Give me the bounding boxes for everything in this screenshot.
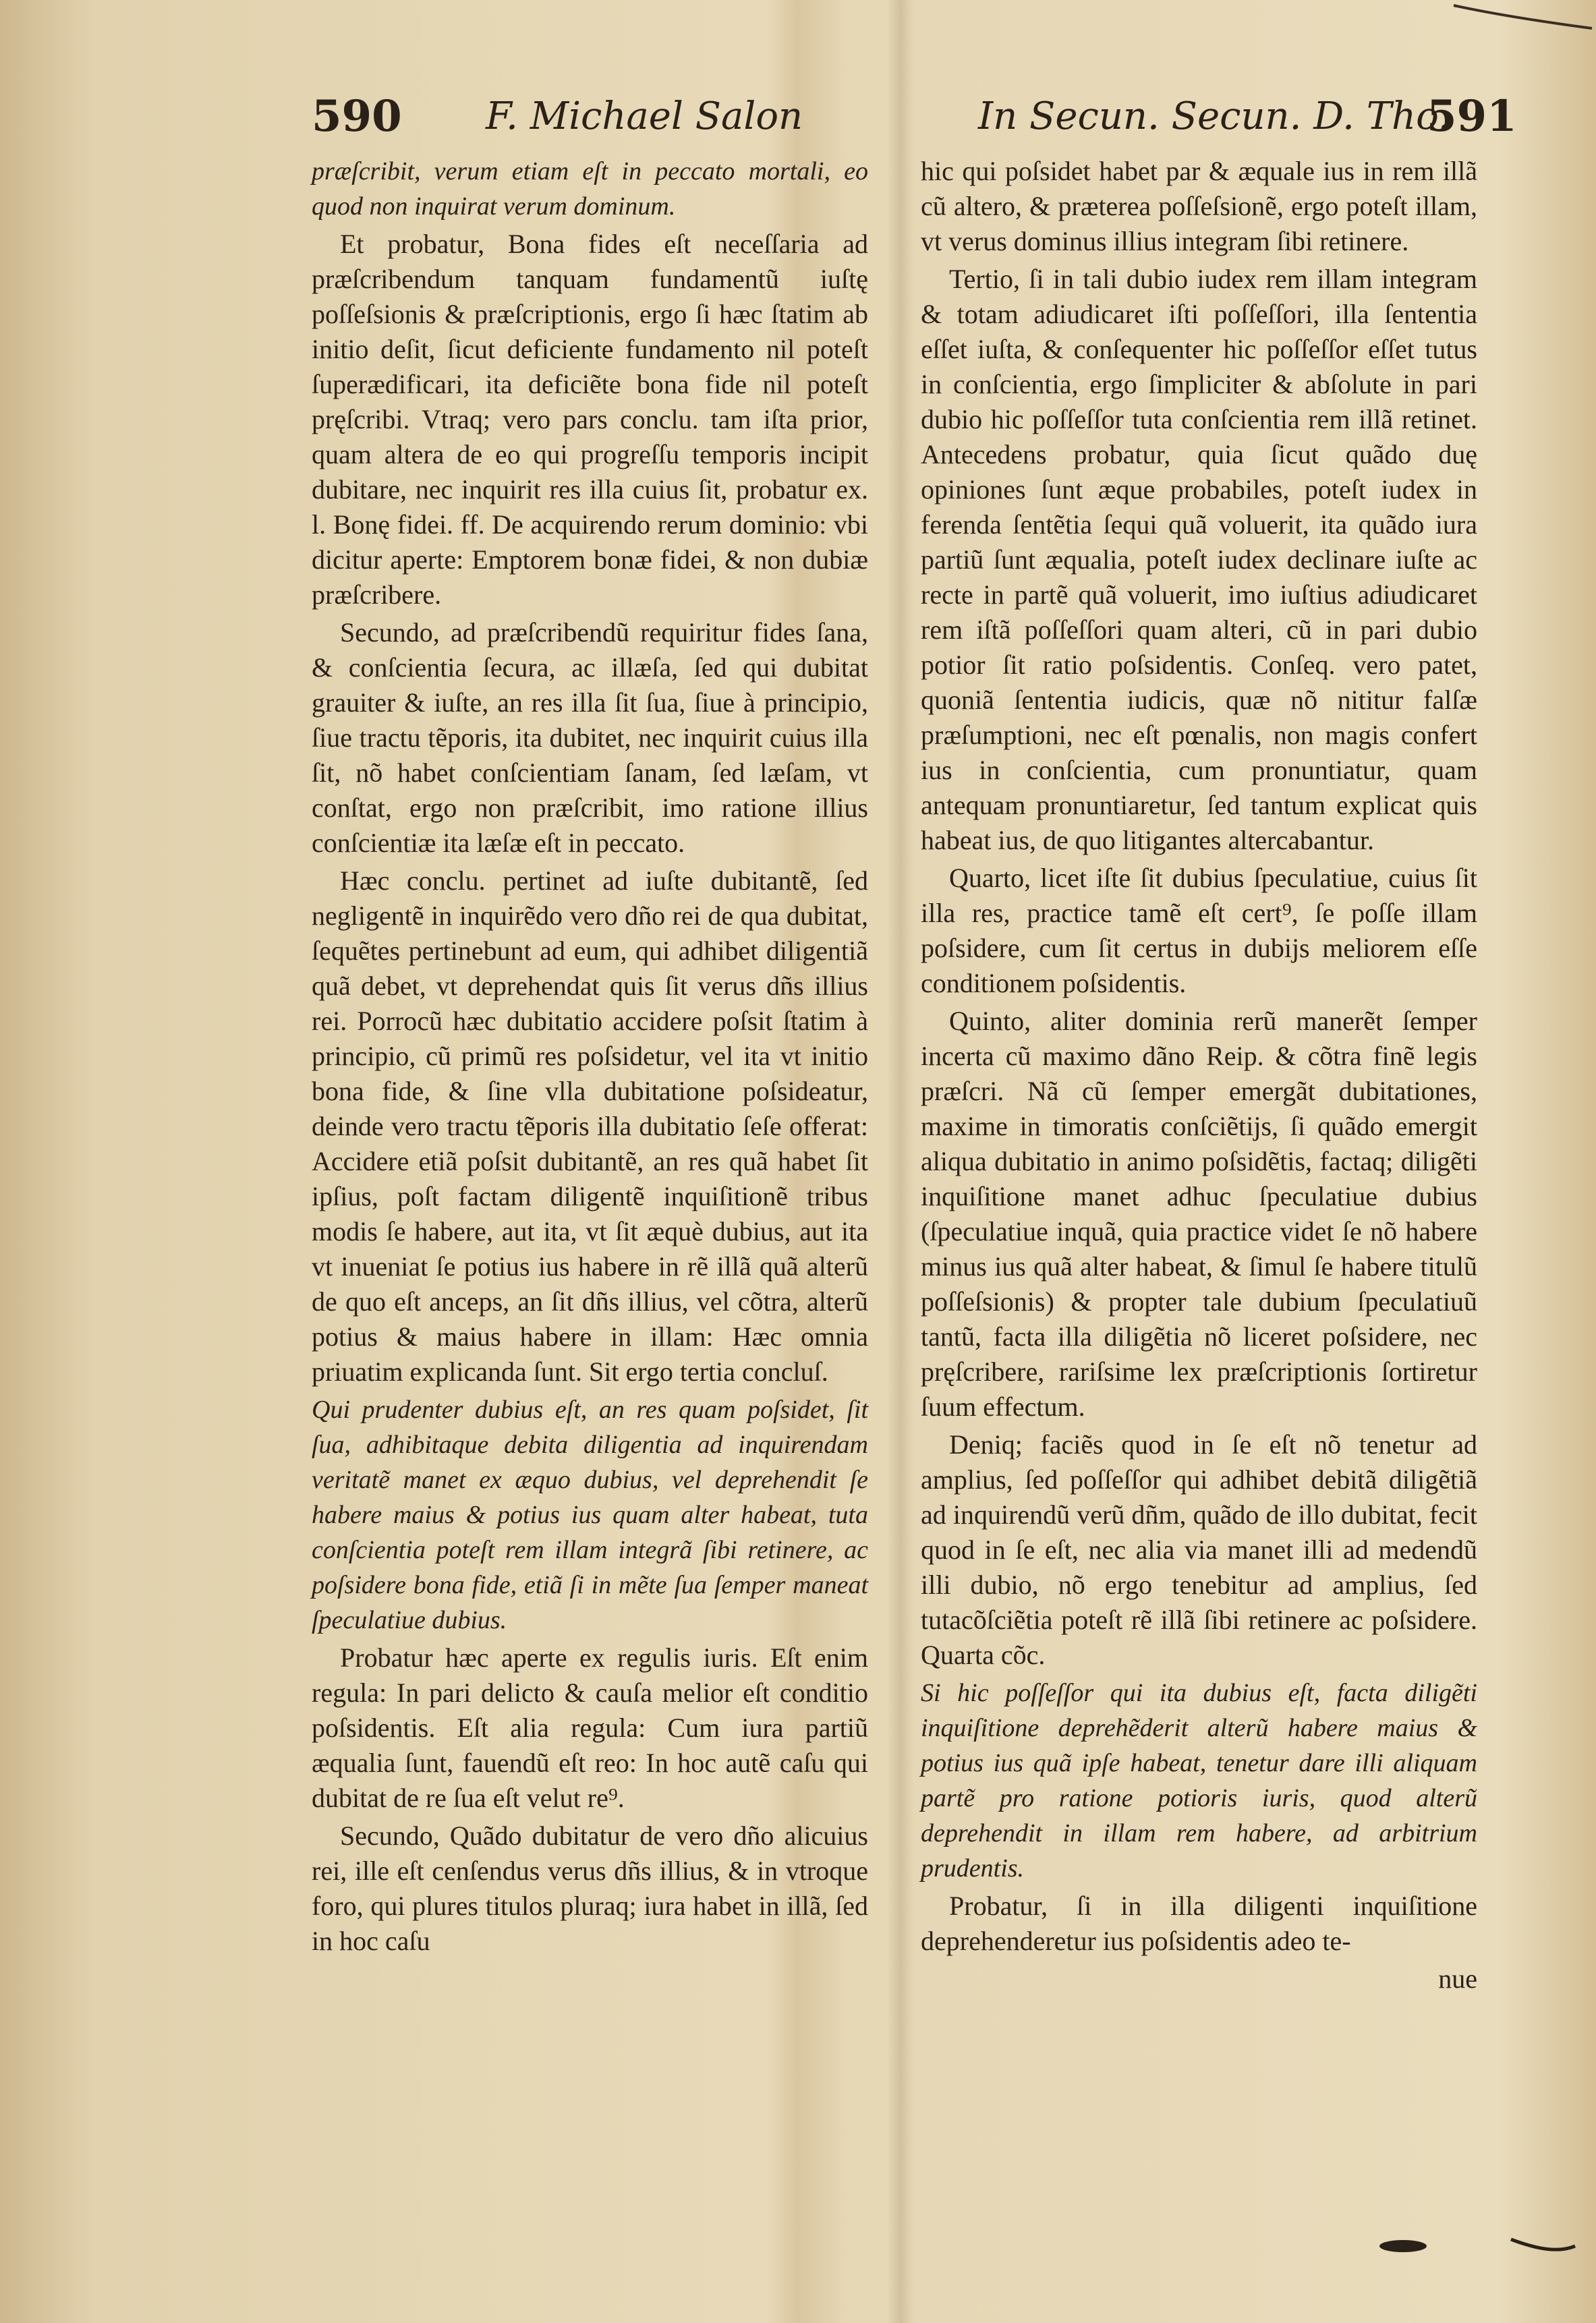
left-page-number: 590 [312, 91, 402, 142]
right-running-head: In Secun. Secun. D. Tho. [978, 94, 1450, 138]
paragraph: Si hic poſſeſſor qui ita dubius eſt, facta diligẽti inquiſitione deprehẽderit alterũ habere maius & potius ius quã ipſe habeat, tenetur dare illi aliquam partẽ pro ratione potioris iuris, quod alterũ deprehendit in illam rem habere, ad arbitrium prudentis. [921, 1679, 1477, 1883]
paragraph: Tertio, ſi in tali dubio iudex rem illam integram & totam adiudicaret iſti poſſeſſori, illa ſententia eſſet iuſta, & conſequenter hic poſſeſſor eſſet tutus in conſcientia, ergo ſimpliciter & abſolute in pari dubio hic poſſeſſor tuta conſcientia rem illã retinet. Antecedens probatur, quia ſicut quãdo duę opiniones ſunt æque probabiles, poteſt iudex in ferenda ſentẽtia ſequi quã voluerit, ita quãdo iura partiũ ſunt æqualia, poteſt iudex declinare iuſte ac recte in partẽ quã voluerit, imo iuſtius adiudicaret rem iſtã poſſeſſori quam alteri, cũ in pari dubio potior ſit ratio poſsidentis. Conſeq. vero patet, quoniã ſententia iudicis, quæ nõ nititur falſæ præſumptioni, nec eſt pœnalis, non magis confert ius in conſcientia, cum pronuntiatur, quam antequam pronuntiaretur, ſed tantum explicat quis habeat ius, de quo litigantes altercabantur. [921, 264, 1477, 855]
right-column [921, 154, 1477, 1999]
ink-blot-icon [1376, 2226, 1578, 2266]
left-column [312, 154, 868, 1961]
catchword: nue [1438, 1963, 1477, 1994]
page-gutter [887, 0, 914, 2323]
paragraph: Quarto, licet iſte ſit dubius ſpeculatiue, cuius ſit illa res, practice tamẽ eſt cert⁹, ſe poſſe illam poſsidere, cum ſit certus in dubijs meliorem eſſe conditionem poſsidentis. [921, 863, 1477, 998]
ink-scratch-icon [1450, 0, 1596, 34]
paragraph: Probatur hæc aperte ex regulis iuris. Eſt enim regula: In pari delicto & cauſa melior eſt conditio poſsidentis. Eſt alia regula: Cum iura partiũ æqualia ſunt, fauendũ eſt reo: In hoc autẽ caſu qui dubitat de re ſua eſt velut re⁹. [312, 1642, 868, 1813]
paragraph: Hæc conclu. pertinet ad iuſte dubitantẽ, ſed negligentẽ in inquirẽdo vero dño rei de qua dubitat, ſequẽtes pertinebunt ad eum, qui adhibet diligentiã quã debet, vt deprehendat quis ſit verus dñs illius rei. Porrocũ hæc dubitatio accidere poſsit ſtatim à principio, cũ primũ res poſsidetur, vel ita vt initio bona fide, & ſine vlla dubitatione poſsideatur, deinde vero tractu tẽporis illa dubitatio ſeſe offerat: Accidere etiã poſsit dubitantẽ, an res quã habet ſit ipſius, poſt factam diligentẽ inquiſitionẽ tribus modis ſe habere, aut ita, vt ſit æquè dubius, aut ita vt inueniat ſe potius ius habere in rẽ illã quã alterũ de quo eſt anceps, an ſit dñs illius, vel cõtra, alterũ potius & maius habere in illam: Hæc omnia priuatim explicanda ſunt. Sit ergo tertia concluſ. [312, 865, 868, 1387]
paragraph: Probatur, ſi in illa diligenti inquiſitione deprehenderetur ius poſsidentis adeo te- [921, 1891, 1477, 1956]
paragraph: Et probatur, Bona fides eſt neceſſaria ad præſcribendum tanquam fundamentũ iuſtę poſſeſsionis & præſcriptionis, ergo ſi hæc ſtatim ab initio deſit, ſicut deficiente fundamento nil poteſt ſuperædificari, ita deficiẽte bona fide nil poteſt pręſcribi. Vtraq; vero pars conclu. tam iſta prior, quam altera de eo qui progreſſu temporis incipit dubitare, nec inquirit res illa cuius ſit, probatur ex. l. Bonę fidei. ff. De acquirendo rerum dominio: vbi dicitur aperte: Emptorem bonæ fidei, & non dubiæ præſcribere. [312, 229, 868, 610]
paragraph: Quinto, aliter dominia rerũ manerẽt ſemper incerta cũ maximo dãno Reip. & cõtra finẽ legis præſcri. Nã cũ ſemper emergãt dubitationes, maxime in timoratis conſciẽtijs, ſi quãdo emergit aliqua dubitatio in animo poſsidẽtis, factaq; diligẽti inquiſitione manet adhuc ſpeculatiue dubius (ſpeculatiue inquã, quia practice videt ſe nõ habere minus ius quã alter habeat, & ſimul ſe habere titulũ poſſeſsionis) & propter tale dubium ſpeculatiuũ tantũ, facta illa diligẽtia nõ liceret poſsidere, nec pręſcribere, rariſsime lex præſcriptionis ſortiretur ſuum effectum. [921, 1006, 1477, 1422]
paragraph: Qui prudenter dubius eſt, an res quam poſsidet, ſit ſua, adhibitaque debita diligentia ad inquirendam veritatẽ manet ex æquo dubius, vel deprehendit ſe habere maius & potius ius quam alter habeat, tuta conſcientia poteſt rem illam integrã ſibi retinere, ac poſsidere bona fide, etiã ſi in mẽte ſua ſemper maneat ſpeculatiue dubius. [312, 1396, 868, 1634]
paragraph: Deniq; faciẽs quod in ſe eſt nõ tenetur ad amplius, ſed poſſeſſor qui adhibet debitã diligẽtiã ad inquirendũ verũ dñm, quãdo de illo dubitat, fecit quod in ſe eſt, nec alia via manet illi ad medendũ illi dubio, nõ ergo tenebitur ad amplius, ſed tutacõſciẽtia poteſt rẽ illã ſibi retinere ac poſsidere. Quarta cõc. [921, 1429, 1477, 1670]
right-page-number: 591 [1427, 91, 1517, 142]
left-running-head: F. Michael Salon [486, 94, 803, 138]
paragraph: hic qui poſsidet habet par & æquale ius in rem illã cũ altero, & præterea poſſeſsionẽ, ergo poteſt illam, vt verus dominus illius integram ſibi retinere. [921, 156, 1477, 256]
paragraph: præſcribit, verum etiam eſt in peccato mortali, eo quod non inquirat verum dominum. [312, 157, 868, 221]
paragraph: Secundo, Quãdo dubitatur de vero dño alicuius rei, ille eſt cenſendus verus dñs illius, & in vtroque foro, qui plures titulos pluraq; iura habet in illã, ſed in hoc caſu [312, 1820, 868, 1956]
paragraph: Secundo, ad præſcribendũ requiritur fides ſana, & conſcientia ſecura, ac illæſa, ſed qui dubitat grauiter & iuſte, an res illa ſit ſua, ſiue à principio, ſiue tractu tẽporis, ita dubitet, nec inquirit cuius illa ſit, nõ habet conſcientiam ſanam, ſed læſam, vt conſtat, ergo non præſcribit, imo ratione illius conſcientiæ ita læſæ eſt in peccato. [312, 617, 868, 858]
